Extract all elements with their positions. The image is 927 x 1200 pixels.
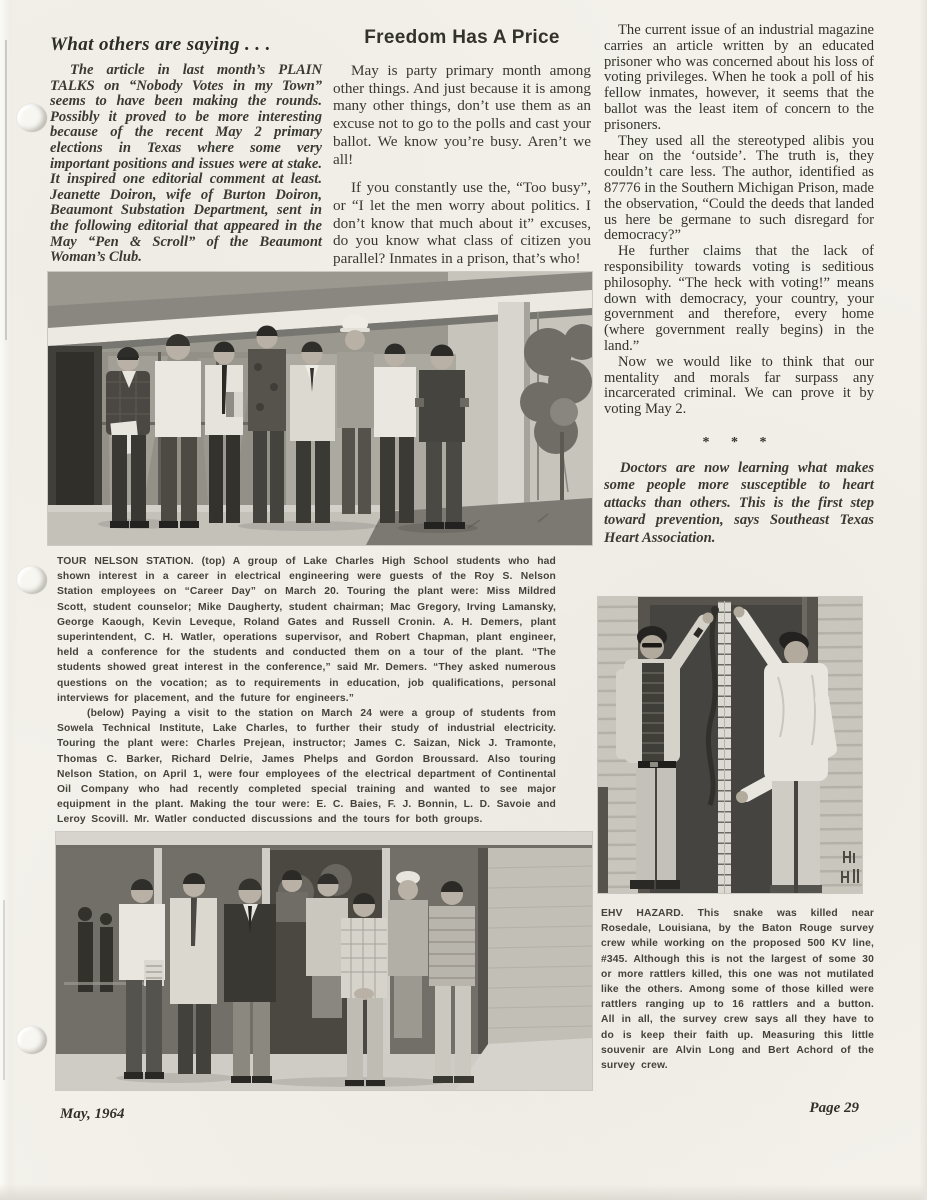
- ehv-hazard-caption: [601, 906, 874, 1092]
- article-title: Freedom Has A Price: [364, 27, 560, 48]
- measuring-stick: [718, 601, 731, 893]
- tour-nelson-station-caption: [57, 554, 556, 830]
- article-paragraph: If you constantly use the, “Too busy”, or “I let the men worry about politics. I don’t know that much about it” excuses, do you know what class of citizen you parallel? Inmates in a prison, that’s who!: [333, 179, 591, 268]
- caption-text: EHV HAZARD. This snake was killed near Rosedale, Louisiana, by the Baton Rouge survey crew while working on the proposed 500 KV line, #345. Although this is not the largest of some 30 or more rattlers killed, this one was not mutilated like the others. Among some of those killed were rattlers ranging up to 16 rattlers and a button. All in all, the survey crew says all they have to do is keep their faith up. Measuring this little souvenir are Alvin Long and Bert Achord of the survey crew.: [601, 908, 874, 1072]
- article-paragraph: The current issue of an industrial magazine carries an article written by an educated prisoner who was concerned about his loss of voting privileges. When he took a poll of his fellow inmates, however, it seems that the ballot was the least item of concern to the prisoners.: [604, 22, 874, 133]
- page-number: Page 29: [809, 1100, 859, 1116]
- side-wall: [488, 848, 592, 1044]
- punch-hole-middle: [17, 566, 47, 594]
- column-what-others-say: [50, 34, 322, 266]
- column-right: [604, 23, 874, 547]
- article-paragraph: May is party primary month among other things. And just because it is among many other things, don’t use them as an excuse not to go to the polls and cast your ballot. We know you’re busy. Aren’t we all!: [333, 62, 591, 168]
- page-right-edge: [919, 0, 927, 1200]
- fence-post: [598, 787, 608, 893]
- punch-hole-top: [17, 104, 47, 132]
- editorial-note-text: Doctors are now learning what makes some people more susceptible to heart attacks than others. This is the first step toward prevention, says Southeast Texas Heart Association.: [604, 459, 874, 546]
- issue-date: May, 1964: [60, 1106, 125, 1122]
- asterisk-separator: * * *: [702, 434, 776, 450]
- article-paragraph: He further claims that the lack of responsibility towards voting is seditious philosophy. “The heck with voting!” means down with democracy, your country, your government and therefore, every home (where government really begins) in the land.”: [604, 243, 874, 354]
- left-column-body: The article in last month’s PLAIN TALKS on “Nobody Votes in my Town” seems to have been making the rounds. Possibly it proved to be more interesting because of the recent May 2 primary elections in Texas where some very important positions and issues were at stake. It inspired one editorial comment at least. Jeanette Doiron, wife of Burton Doiron, Beaumont Substation Department, sent in the following editorial that appeared in the May “Pen & Scroll” of the Beaumont Woman’s Club.: [50, 62, 322, 266]
- caption-paragraph-top: TOUR NELSON STATION. (top) A group of Lake Charles High School students who had shown interest in a career in electrical engineering were guests of the Roy S. Nelson Station employees on “Career Day” on March 20. Touring the plant were: Miss Mildred Scott, student counselor; Mike Daugherty, student chairman; Mac Gregory, Irving Lamansky, George Kaough, Kevin Leveque, Roland Gates and Russell Cronin. A. H. Demers, plant superintendent, C. H. Watler, operations supervisor, and Robert Chapman, plant engineer, held a conference for the students and conducted them on a tour of the plant. “The students showed great interest in the conference,” said Mr. Demers. “They asked numerous questions on the vocation; as to requirements in education, job qualifications, personal interviews for placement, and the future for engineers.”: [57, 556, 556, 704]
- left-column-heading: What others are saying . . .: [50, 34, 271, 55]
- article-paragraph: They used all the stereotyped alibis you hear on the ‘outside’. The truth is, they couldn’t care less. The author, identified as 87776 in the Southern Michigan Prison, made the observation, “Could the deeds that landed us here be germane to such disregard for democracy?”: [604, 132, 874, 244]
- photo-students-group: [48, 272, 592, 545]
- article-paragraph: Now we would like to think that our mentality and morals far surpass any incarcerated criminal. We can prove it by voting May 2.: [604, 353, 874, 418]
- caption-paragraph-below: (below) Paying a visit to the station on March 24 were a group of students from Sowela Technical Institute, Lake Charles, to further their study of industrial electricity. Touring the plant were: Charles Prejean, instructor; James C. Saizan, Nick J. Tramonte, Thomas C. Barker, Richard Delrie, James Phelps and Gordon Broussard. Also touring Nelson Station, on April 1, were four employees of the electrical department of Continental Oil Company who had recently completed special training and wanted to see major equipment in the plant. Making the tour were: E. C. Baies, F. J. Bonnin, L. D. Savoie and Leroy Scovill. Mr. Watler conducted discussions and the tours for both groups.: [57, 708, 556, 826]
- paper-crease: [5, 40, 7, 340]
- column-freedom-has-a-price: [333, 27, 591, 279]
- photo-sowela-group: [56, 832, 592, 1090]
- photo-snake-measuring: [598, 597, 862, 893]
- page-bottom-edge: [0, 1184, 927, 1200]
- punch-hole-bottom: [17, 1026, 47, 1054]
- editorial-note: [604, 460, 874, 547]
- paper-crease: [3, 900, 5, 1080]
